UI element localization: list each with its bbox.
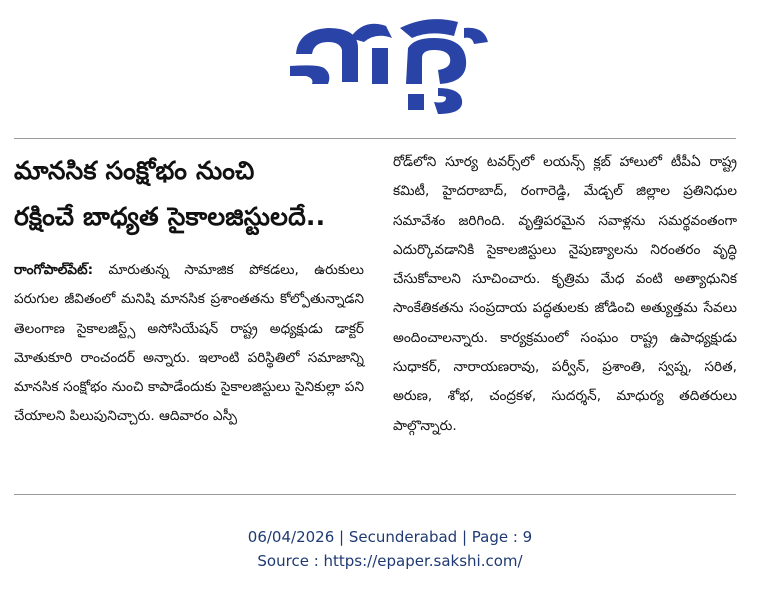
masthead — [0, 8, 780, 118]
headline-line-2: రక్షించే బాధ్యత సైకాలజిస్టులదే.. — [14, 202, 326, 231]
bottom-divider — [14, 494, 736, 495]
edition-info: 06/04/2026 | Secunderabad | Page : 9 — [247, 528, 533, 546]
article-right-column: రోడ్‌లోని సూర్య టవర్స్‌లో లయన్స్‌ క్లబ్‌ హాలులో టీపీఏ రాష్ట్ర కమిటీ, హైదరాబాద్‌, రంగారెడ్డి, మేడ్చల్‌ జిల్లాల ప్రతినిధుల సమావేశం జరిగింది. వృత్తిపరమైన సవాళ్లను సమర్థవంతంగా ఎదుర్కొవడానికి సైకాలజిస్టులు నైపుణ్యాలను నిరంతరం వృద్ధి చేసుకోవాలని సూచించారు. కృత్రిమ మేధ వంటి అత్యాధునిక సాంకేతికతను సంప్రదాయ పద్ధతులకు జోడించి అత్యుత్తమ సేవలు అందించాలన్నారు. కార్యక్రమంలో సంఘం రాష్ట్ర ఉపాధ్యక్షుడు సుధాకర్‌, నారాయణరావు, పర్వీన్‌, ప్రశాంతి, స్వప్న, సరిత, అరుణ, శోభ, చంద్రకళ, సుదర్శన్‌, మాధుర్య తదితరులు పాల్గొన్నారు. — [393, 154, 737, 434]
sakshi-logo — [288, 8, 493, 118]
article-left-column — [14, 256, 364, 432]
article-left-body: మారుతున్న సామాజిక పోకడలు, ఉరుకులు పరుగుల జీవితంలో మనిషి మానసిక ప్రశాంతతను కోల్పోతున్నాడని తెలంగాణ సైకాలజిస్ట్స్‌ అసోసియేషన్‌ రాష్ట్ర అధ్యక్షుడు డాక్టర్‌ మోతుకూరి రాంచందర్‌ అన్నారు. ఇలాంటి పరిస్థితిలో సమాజాన్ని మానసిక సంక్షోభం నుంచి కాపాడేందుకు సైకాలజిస్టులు సైనికుల్లా పని చేయాలని పిలుపునిచ్చారు. ఆదివారం ఎస్పీ — [14, 262, 364, 425]
article-dateline: రాంగోపాల్‌పేట్‌: — [14, 262, 94, 278]
top-divider — [14, 138, 736, 139]
source-link[interactable]: Source : https://epaper.sakshi.com/ — [257, 552, 523, 570]
article-headline — [14, 148, 364, 240]
headline-line-1: మానసిక సంక్షోభం నుంచి — [14, 156, 255, 185]
